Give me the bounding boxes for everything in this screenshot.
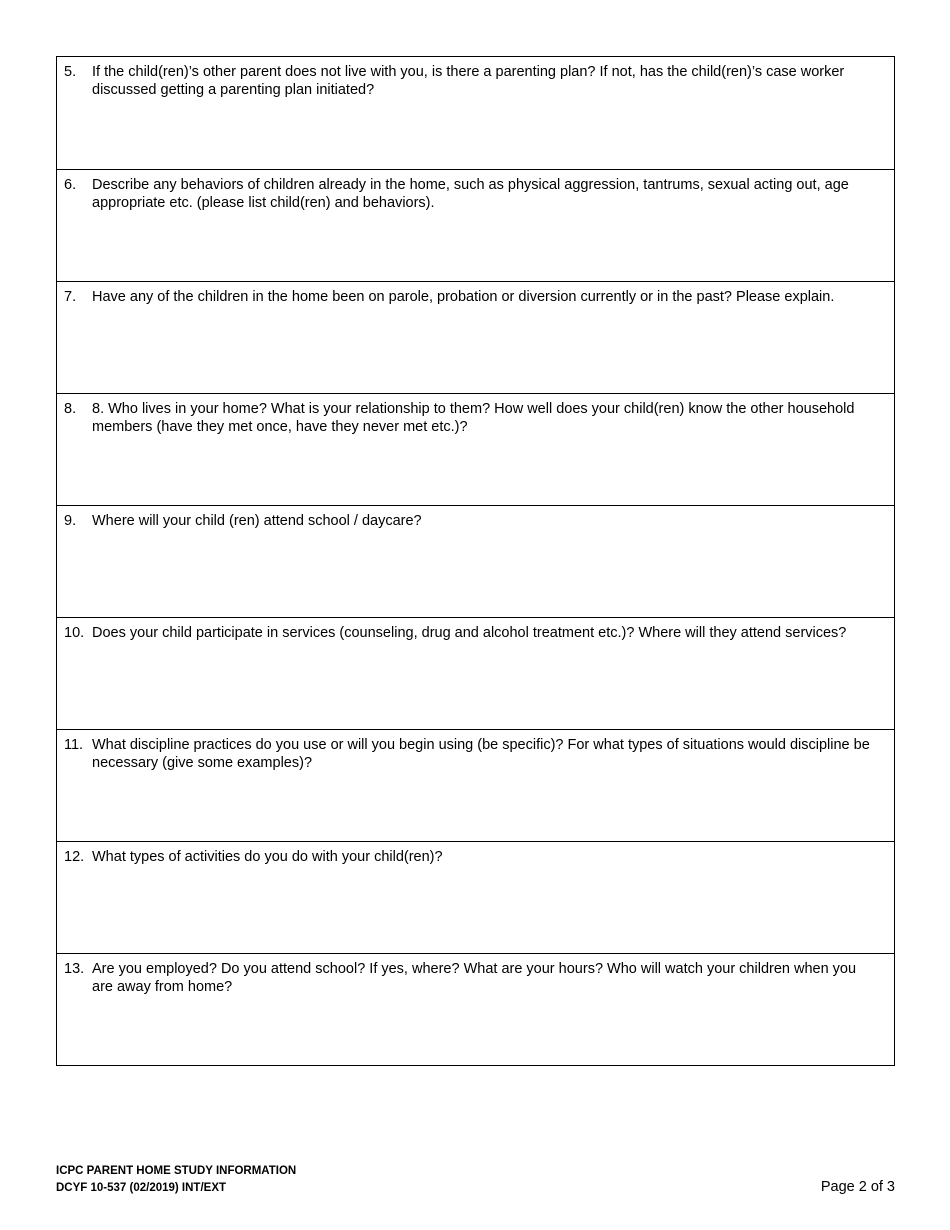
question-text: Does your child participate in services (counseling, drug and alcohol treatment etc.)? Where will they attend services? <box>92 625 847 641</box>
question-10[interactable] <box>57 617 894 729</box>
question-12[interactable] <box>57 841 894 953</box>
question-text: 8. Who lives in your home? What is your relationship to them? How well does your child(ren) know the other household members (have they met once, have they never met etc.)? <box>92 401 855 435</box>
question-11[interactable] <box>57 729 894 841</box>
question-text: Are you employed? Do you attend school? If yes, where? What are your hours? Who will watch your children when you are away from home? <box>92 961 857 995</box>
question-number: 10. <box>64 625 85 641</box>
question-9[interactable] <box>57 505 894 617</box>
question-number: 5. <box>64 64 77 80</box>
question-number: 8. <box>64 401 77 417</box>
question-number: 12. <box>64 849 85 865</box>
question-number: 6. <box>64 177 77 193</box>
question-text: What types of activities do you do with your child(ren)? <box>92 849 443 865</box>
question-number: 11. <box>64 737 84 753</box>
question-text: If the child(ren)’s other parent does not live with you, is there a parenting plan? If not, has the child(ren)’s case worker discussed getting a parenting plan initiated? <box>92 64 845 98</box>
question-number: 13. <box>64 961 85 977</box>
question-5[interactable] <box>57 57 894 169</box>
question-text: What discipline practices do you use or will you begin using (be specific)? For what types of situations would discipline be necessary (give some examples)? <box>92 737 870 771</box>
question-text: Have any of the children in the home been on parole, probation or diversion currently or in the past? Please explain. <box>92 289 835 305</box>
question-text: Describe any behaviors of children already in the home, such as physical aggression, tantrums, sexual acting out, age appropriate etc. (please list child(ren) and behaviors). <box>92 177 849 211</box>
question-7[interactable] <box>57 281 894 393</box>
question-number: 9. <box>64 513 77 529</box>
question-13[interactable] <box>57 953 894 1065</box>
question-6[interactable] <box>57 169 894 281</box>
question-number: 7. <box>64 289 77 305</box>
form-title: ICPC PARENT HOME STUDY INFORMATION <box>56 1165 297 1177</box>
question-8[interactable] <box>57 393 894 505</box>
form-footer <box>56 1163 296 1197</box>
page-number: Page 2 of 3 <box>820 1179 895 1195</box>
questions-table <box>56 56 895 1066</box>
question-text: Where will your child (ren) attend school / daycare? <box>92 513 422 529</box>
form-code: DCYF 10-537 (02/2019) INT/EXT <box>56 1182 227 1194</box>
